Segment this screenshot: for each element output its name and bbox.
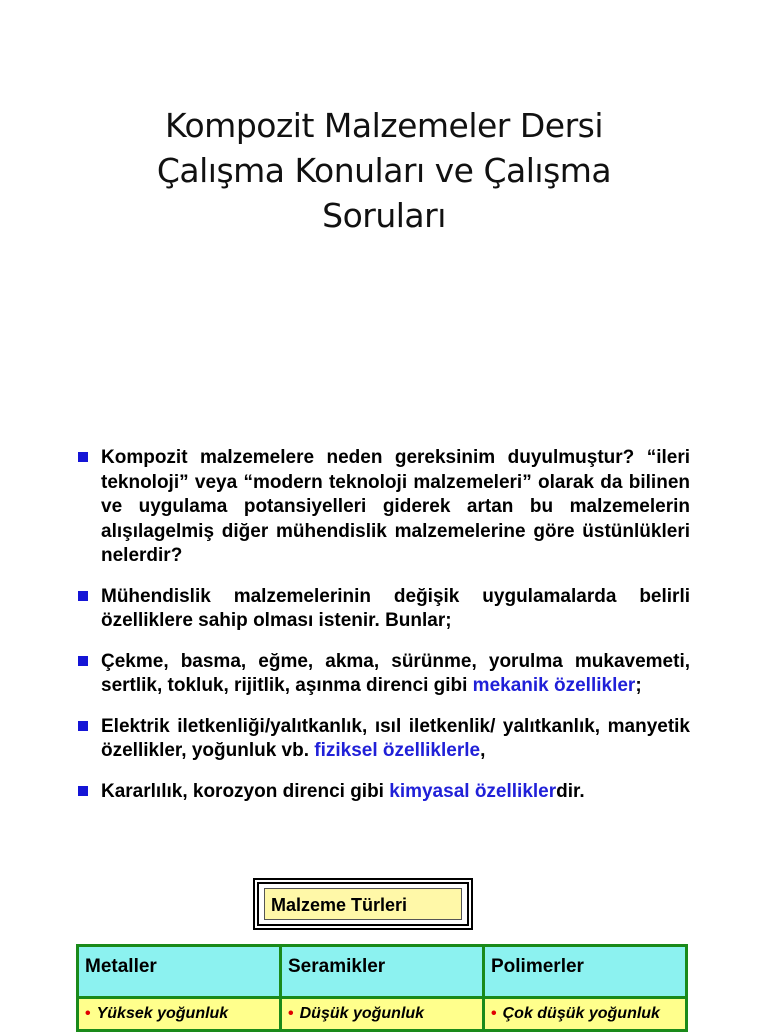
cell-text: Düşük yoğunluk xyxy=(299,1005,425,1022)
bullet-dot-icon: • xyxy=(85,1005,91,1022)
square-bullet-icon xyxy=(78,721,88,731)
bullet-dot-icon: • xyxy=(288,1005,294,1022)
material-types-box xyxy=(257,882,469,926)
bullet-list xyxy=(78,446,690,820)
square-bullet-icon xyxy=(78,656,88,666)
highlight-text: kimyasal özellikler xyxy=(389,780,557,802)
bullet-item-5 xyxy=(78,780,690,805)
bullet-text: Kararlılık, korozyon direnci gibi xyxy=(101,780,390,802)
cell-text: Çok düşük yoğunluk xyxy=(502,1005,660,1022)
header-polymers: Polimerler xyxy=(484,946,687,998)
bullet-dot-icon: • xyxy=(491,1005,497,1022)
bullet-item-4 xyxy=(78,715,690,764)
table-cell xyxy=(281,998,484,1031)
table-row xyxy=(78,998,687,1031)
bullet-tail: ; xyxy=(635,675,642,696)
table-header-row xyxy=(78,946,687,998)
header-ceramics: Seramikler xyxy=(281,946,484,998)
title-line-2: Çalışma Konuları ve Çalışma xyxy=(156,151,612,190)
material-types-label: Malzeme Türleri xyxy=(264,888,462,920)
bullet-item-2 xyxy=(78,585,690,634)
table-cell xyxy=(78,998,281,1031)
bullet-tail: dir. xyxy=(556,780,585,802)
bullet-text: Kompozit malzemelere neden gereksinim duyulmuştur? “ileri teknoloji” veya “modern teknoloji malzemeleri” olarak da bilinen ve uygulama potansiyelleri giderek artan bu malzemelerin alışılagelmiş diğer mühendislik malzemelerine göre üstünlükleri nelerdir? xyxy=(101,447,690,566)
title-line-3: Soruları xyxy=(322,196,446,235)
bullet-text: Elektrik iletkenliği/yalıtkanlık, ısıl iletkenlik/ yalıtkanlık, manyetik özellikler, yoğunluk vb. xyxy=(101,715,690,761)
title-line-1: Kompozit Malzemeler Dersi xyxy=(165,106,603,145)
bullet-text: Çekme, basma, eğme, akma, sürünme, yorulma mukavemeti, sertlik, tokluk, rijitlik, aşınma direnci gibi xyxy=(101,650,690,696)
table-cell xyxy=(484,998,687,1031)
material-table xyxy=(76,944,688,1032)
highlight-text: mekanik özellikler xyxy=(472,675,636,696)
square-bullet-icon xyxy=(78,452,88,462)
header-metals: Metaller xyxy=(78,946,281,998)
square-bullet-icon xyxy=(78,591,88,601)
bullet-text: Mühendislik malzemelerinin değişik uygulamalarda belirli özelliklere sahip olması istenir. Bunlar; xyxy=(101,585,690,631)
slide-title xyxy=(60,103,708,238)
highlight-text: fiziksel özelliklerle xyxy=(314,740,481,761)
cell-text: Yüksek yoğunluk xyxy=(96,1005,229,1022)
bullet-item-3 xyxy=(78,650,690,699)
bullet-tail: , xyxy=(480,740,486,761)
square-bullet-icon xyxy=(78,786,88,796)
bullet-item-1 xyxy=(78,446,690,569)
